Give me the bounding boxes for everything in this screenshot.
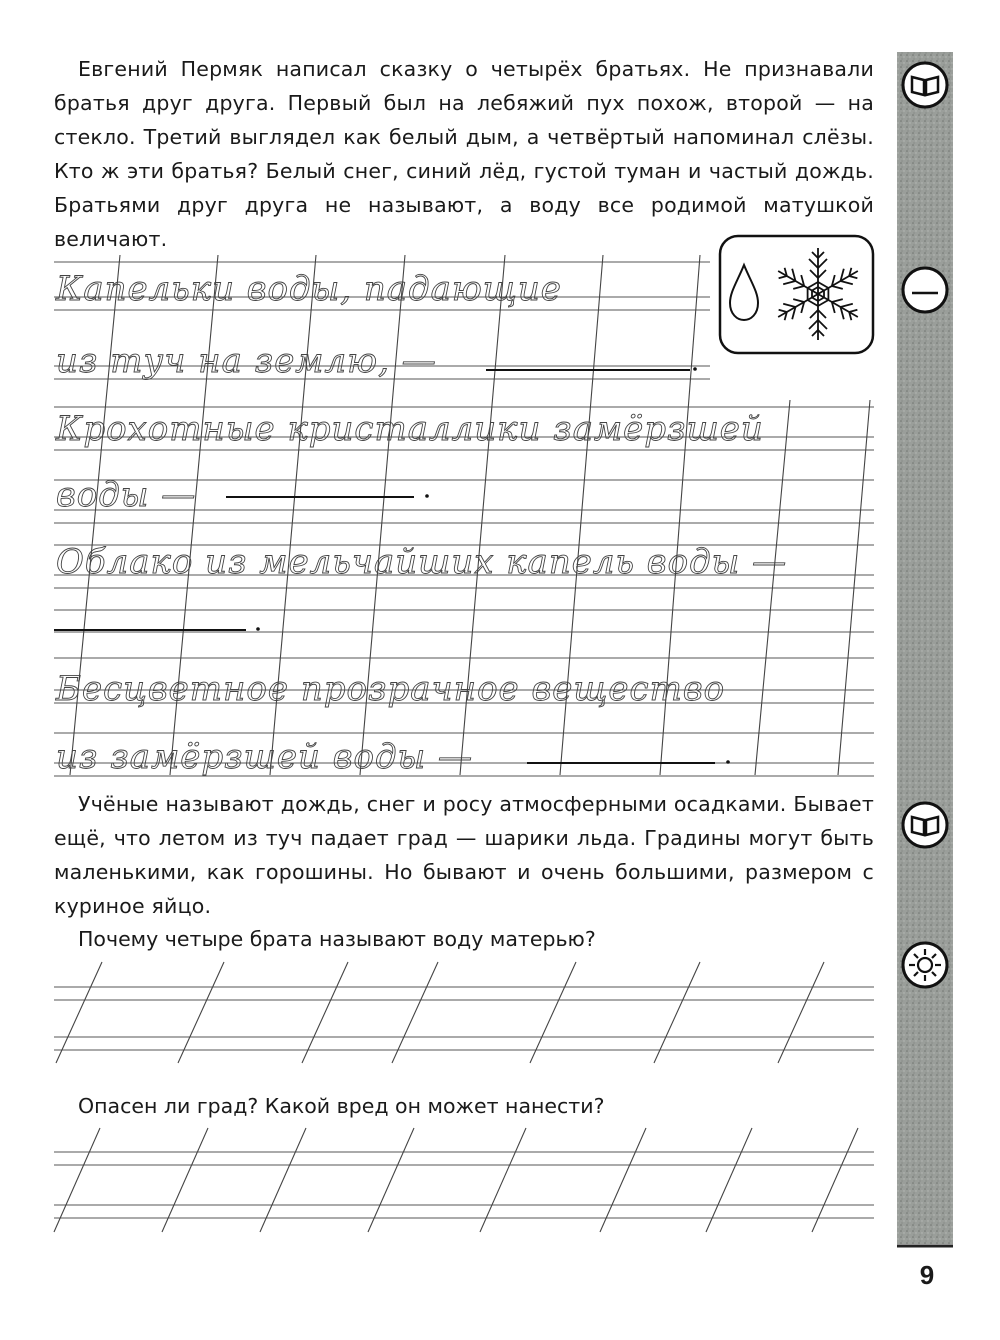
trace-line-5: Облако из мельчайших капель воды —	[56, 542, 788, 582]
trace-line-3: Крохотные кристаллики замёрзшей	[56, 409, 764, 449]
book-icon	[903, 803, 947, 847]
fact-paragraph: Учёные называют дождь, снег и росу атмосферными осадками. Бывает ещё, что летом из туч падает град — шарики льда. Градины могут быть маленькими, как горошины. Но бывают и очень большими, размером с куриное яйцо.	[54, 792, 874, 918]
page-number: 9	[919, 1260, 935, 1290]
answer-grid-1	[54, 987, 874, 1050]
question-2: Опасен ли град? Какой вред он может нанести?	[78, 1094, 605, 1118]
answer-grid-2-slants	[54, 1128, 858, 1232]
sun-icon	[903, 943, 947, 987]
intro-paragraph: Евгений Пермяк написал сказку о четырёх братьях. Не признавали братья друг друга. Первый был на лебяжий пух похож, второй — на стекло. Третий выглядел как белый дым, а четвёртый напоминал слёзы. Кто ж эти братья? Белый снег, синий лёд, густой туман и частый дождь. Братьями друг друга не называют, а воду все родимой матушкой величают.	[54, 57, 874, 251]
trace-line-1: Капельки воды, падающие	[56, 269, 562, 309]
book-icon	[903, 63, 947, 107]
answer-grid-1-slants	[56, 962, 824, 1063]
minus-circle-icon	[903, 268, 947, 312]
trace-line-4: воды —	[56, 475, 197, 515]
trace-line-7: из замёрзшей воды —	[56, 737, 474, 777]
trace-line-2: из туч на землю, —	[56, 341, 437, 381]
answer-grid-2	[54, 1152, 874, 1218]
sidebar-strip	[897, 52, 953, 1244]
question-1: Почему четыре брата называют воду матерью?	[78, 927, 596, 951]
trace-line-6: Бесцветное прозрачное вещество	[56, 669, 726, 709]
